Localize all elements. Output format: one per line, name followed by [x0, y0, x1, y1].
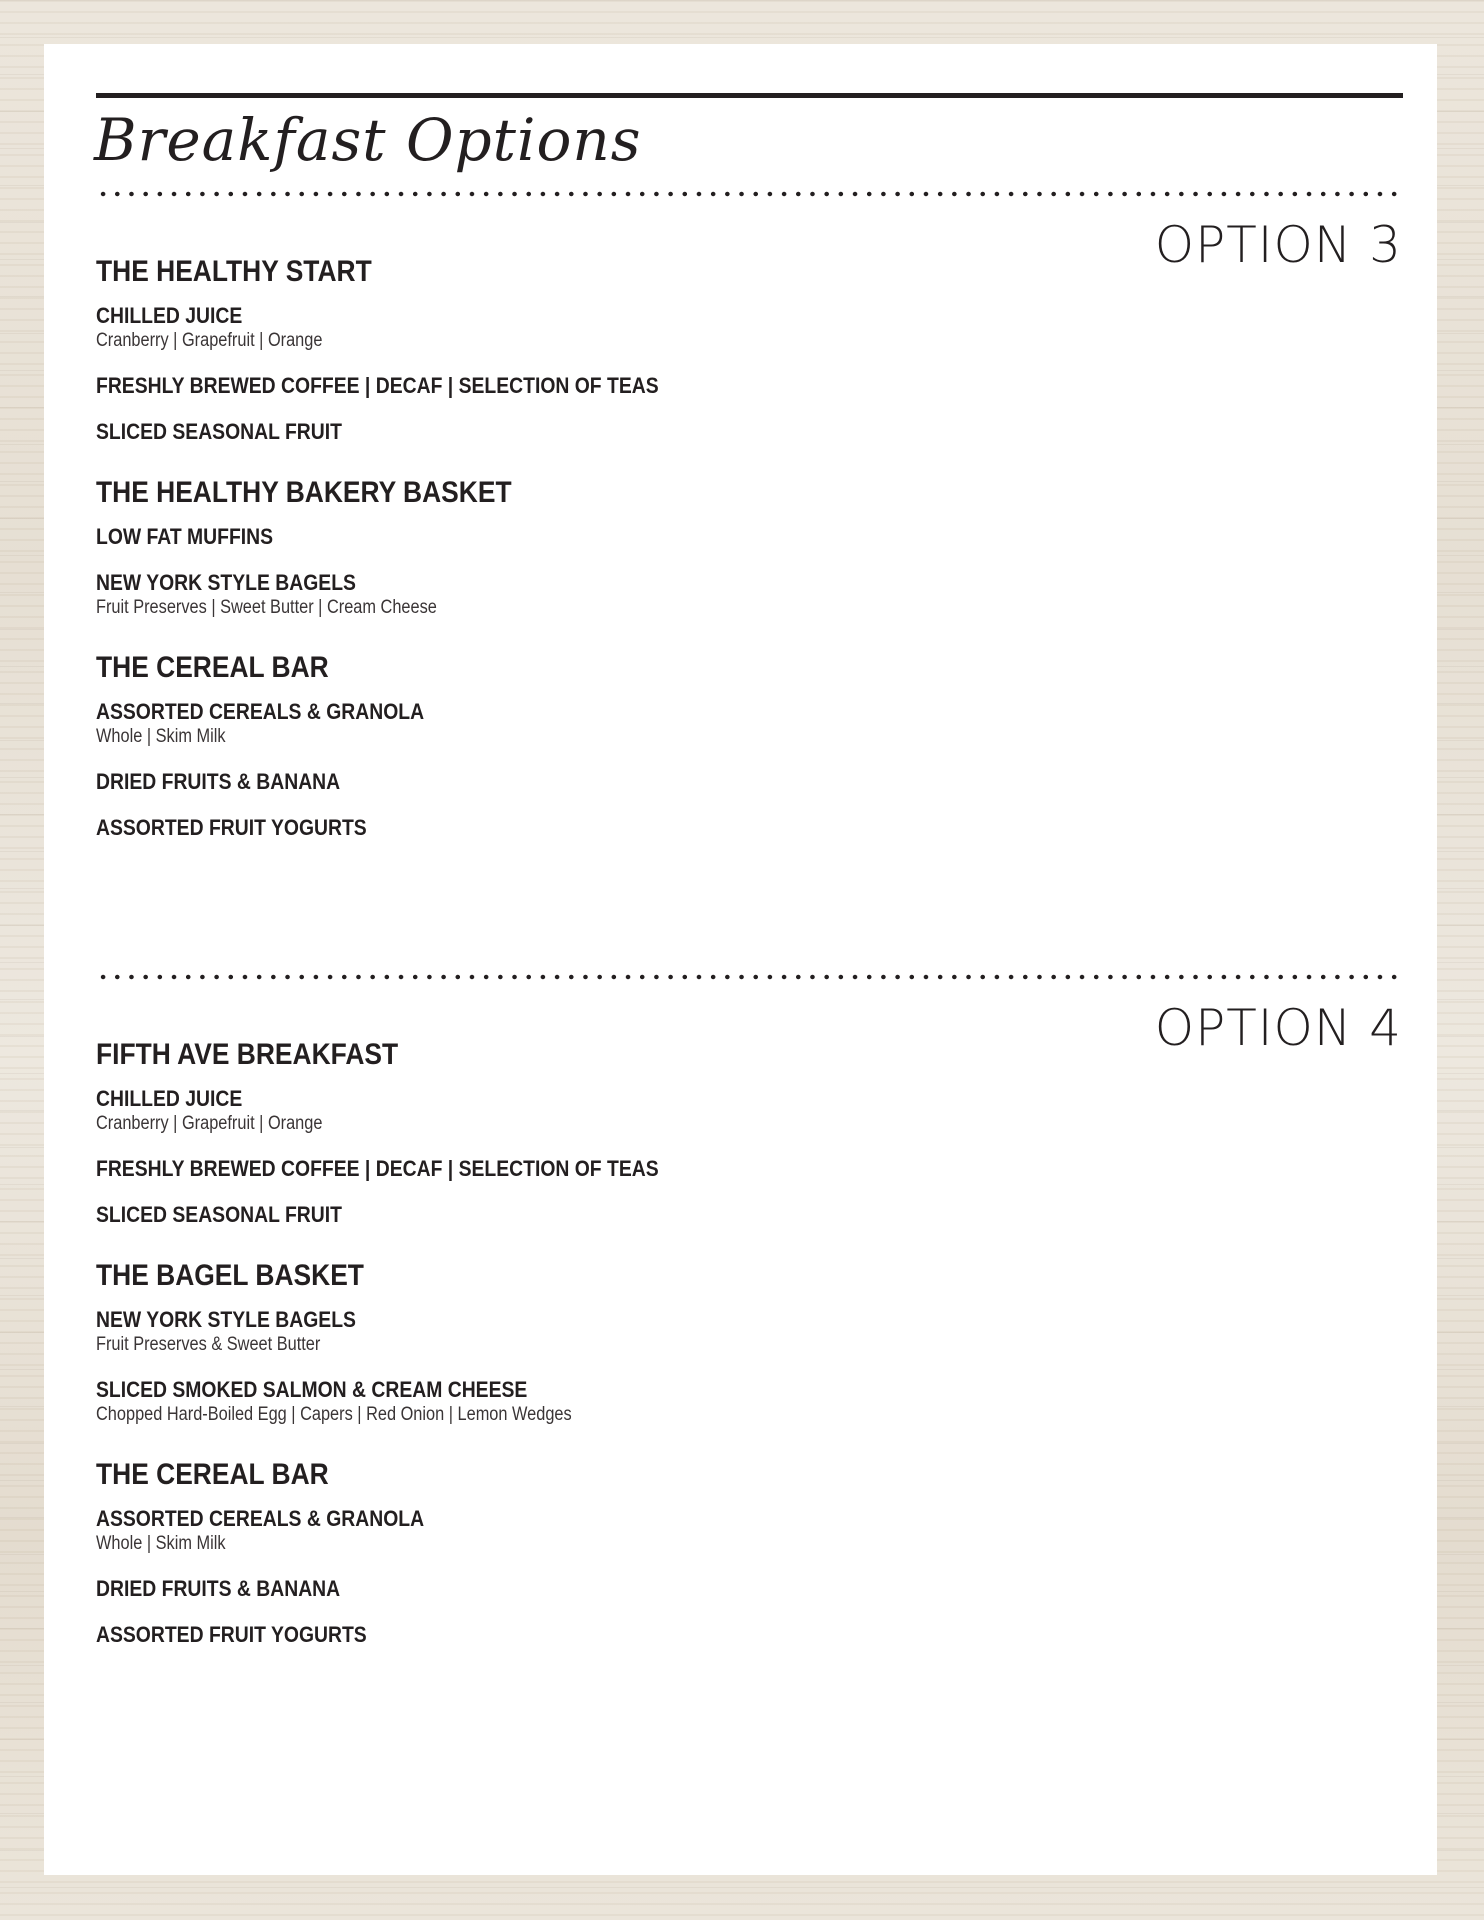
- top-rule: [96, 93, 1403, 98]
- menu-sheet: [44, 44, 1437, 1875]
- menu-group: [96, 1457, 896, 1648]
- item-name: ASSORTED FRUIT YOGURTS: [96, 815, 367, 840]
- menu-item: [96, 1505, 896, 1556]
- item-description: Whole | Skim Milk: [96, 1533, 226, 1554]
- menu-group: [96, 1037, 896, 1228]
- menu-item: [96, 1621, 896, 1648]
- option-label: OPTION 3: [1154, 216, 1402, 274]
- menu-item: [96, 1575, 896, 1602]
- menu-group: [96, 475, 896, 620]
- item-name: SLICED SEASONAL FRUIT: [96, 419, 342, 444]
- item-name: SLICED SMOKED SALMON & CREAM CHEESE: [96, 1377, 528, 1402]
- menu-item: [96, 1306, 896, 1357]
- item-name: NEW YORK STYLE BAGELS: [96, 570, 356, 595]
- menu-item: [96, 418, 896, 445]
- group-title: THE BAGEL BASKET: [96, 1259, 364, 1292]
- menu-item: [96, 523, 896, 550]
- item-name: SLICED SEASONAL FRUIT: [96, 1202, 342, 1227]
- menu-item: [96, 569, 896, 620]
- menu-item: [96, 1376, 896, 1427]
- item-description: Chopped Hard-Boiled Egg | Capers | Red Onion | Lemon Wedges: [96, 1404, 572, 1425]
- item-name: CHILLED JUICE: [96, 303, 243, 328]
- item-name: LOW FAT MUFFINS: [96, 524, 274, 549]
- option-label: OPTION 4: [1154, 999, 1402, 1057]
- group-title: FIFTH AVE BREAKFAST: [96, 1038, 399, 1071]
- item-description: Fruit Preserves & Sweet Butter: [96, 1334, 321, 1355]
- item-name: DRIED FRUITS & BANANA: [96, 1576, 341, 1601]
- item-description: Cranberry | Grapefruit | Orange: [96, 330, 323, 351]
- dotted-divider: [96, 974, 1403, 980]
- menu-group: [96, 650, 896, 841]
- group-title: THE HEALTHY BAKERY BASKET: [96, 476, 512, 509]
- item-name: NEW YORK STYLE BAGELS: [96, 1307, 356, 1332]
- menu-group: [96, 1258, 896, 1427]
- group-title: THE HEALTHY START: [96, 255, 372, 288]
- dotted-divider: [96, 191, 1403, 197]
- menu-item: [96, 1085, 896, 1136]
- group-title: THE CEREAL BAR: [96, 1458, 329, 1491]
- group-title: THE CEREAL BAR: [96, 651, 329, 684]
- option-section: [96, 254, 896, 871]
- item-description: Whole | Skim Milk: [96, 726, 226, 747]
- item-name: ASSORTED CEREALS & GRANOLA: [96, 699, 425, 724]
- menu-item: [96, 814, 896, 841]
- item-name: CHILLED JUICE: [96, 1086, 243, 1111]
- menu-item: [96, 1155, 896, 1182]
- menu-item: [96, 768, 896, 795]
- item-name: FRESHLY BREWED COFFEE | DECAF | SELECTION OF TEAS: [96, 1156, 659, 1181]
- menu-item: [96, 1201, 896, 1228]
- menu-item: [96, 372, 896, 399]
- menu-item: [96, 698, 896, 749]
- menu-item: [96, 302, 896, 353]
- item-name: ASSORTED FRUIT YOGURTS: [96, 1622, 367, 1647]
- item-description: Fruit Preserves | Sweet Butter | Cream Cheese: [96, 597, 437, 618]
- item-name: DRIED FRUITS & BANANA: [96, 769, 341, 794]
- page-title: Breakfast Options: [94, 106, 642, 174]
- item-name: FRESHLY BREWED COFFEE | DECAF | SELECTION OF TEAS: [96, 373, 659, 398]
- item-name: ASSORTED CEREALS & GRANOLA: [96, 1506, 425, 1531]
- menu-group: [96, 254, 896, 445]
- option-section: [96, 1037, 896, 1678]
- item-description: Cranberry | Grapefruit | Orange: [96, 1113, 323, 1134]
